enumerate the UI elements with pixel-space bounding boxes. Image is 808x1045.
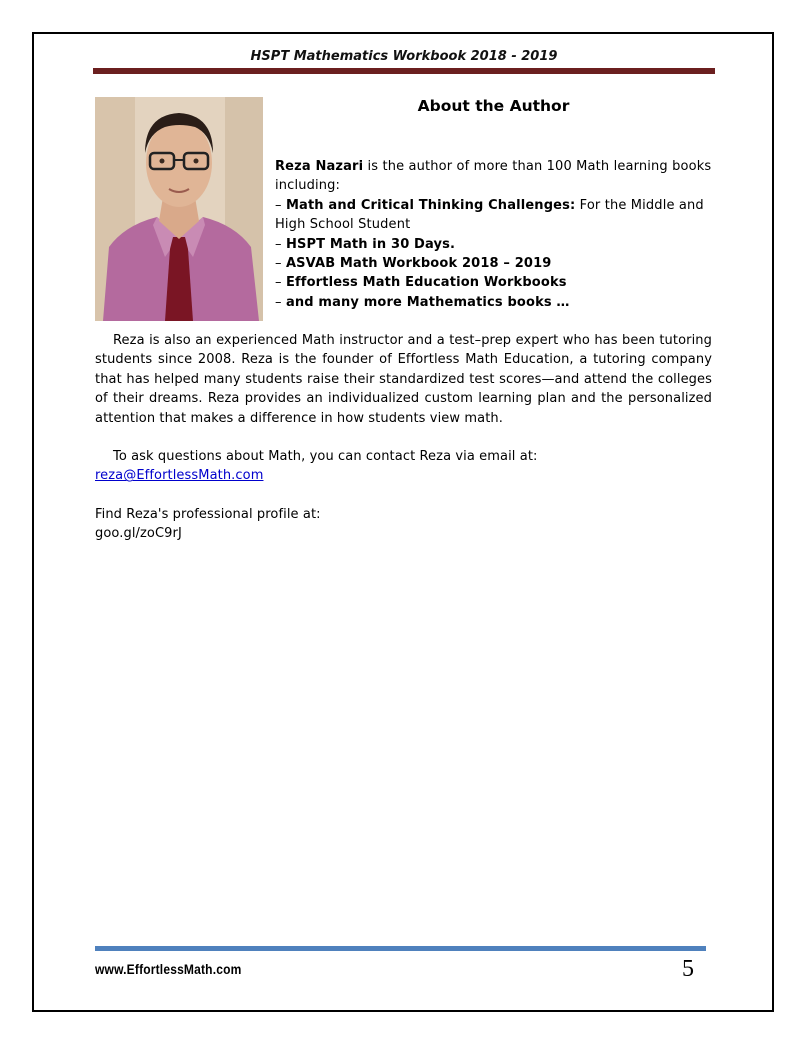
profile-url: goo.gl/zoC9rJ: [95, 526, 182, 542]
bio-intro-text: is the author of more than 100 Math learning books including:: [275, 159, 712, 194]
book-item: – and many more Mathematics books …: [275, 294, 570, 310]
page-number: 5: [682, 956, 694, 982]
author-photo: [95, 97, 263, 321]
footer-rule: [95, 946, 706, 951]
profile-paragraph: [95, 505, 712, 544]
running-header-title: HSPT Mathematics Workbook 2018 - 2019: [250, 49, 558, 64]
profile-label: Find Reza's professional profile at:: [95, 507, 321, 522]
book-title: HSPT Math in 30 Days.: [285, 236, 456, 252]
book-title: ASVAB Math Workbook 2018 – 2019: [285, 256, 552, 272]
header-rule: [93, 68, 715, 74]
book-title: Math and Critical Thinking Challenges:: [285, 197, 576, 213]
contact-paragraph: [95, 447, 712, 486]
book-item: – Math and Critical Thinking Challenges: For the Middle and High School Student: [275, 197, 704, 233]
instructor-paragraph: Reza is also an experienced Math instructor and a test–prep expert who has been tutoring students since 2008. Reza is the founder of Effortless Math Education, a tutoring company that has helped many students raise their standardized test scores—and attend the colleges of their dreams. Reza provides an individualized custom learning plan and the personalized attention that makes a difference in how students view math.: [95, 333, 712, 426]
contact-text: To ask questions about Math, you can contact Reza via email at:: [113, 449, 538, 464]
author-name: Reza Nazari: [275, 159, 364, 174]
book-item: – Effortless Math Education Workbooks: [275, 275, 567, 291]
book-item: – HSPT Math in 30 Days.: [275, 236, 456, 252]
book-title: Effortless Math Education Workbooks: [285, 275, 567, 291]
about-author-heading: About the Author: [417, 97, 570, 115]
email-link[interactable]: reza@EffortlessMath.com: [95, 468, 264, 484]
bio-intro: [275, 157, 715, 196]
book-item: – ASVAB Math Workbook 2018 – 2019: [275, 256, 552, 272]
footer-website: www.EffortlessMath.com: [95, 961, 242, 977]
book-title: and many more Mathematics books …: [285, 294, 570, 310]
book-subtitle: For the Middle and High School Student: [275, 197, 704, 233]
author-bio: [275, 157, 715, 312]
